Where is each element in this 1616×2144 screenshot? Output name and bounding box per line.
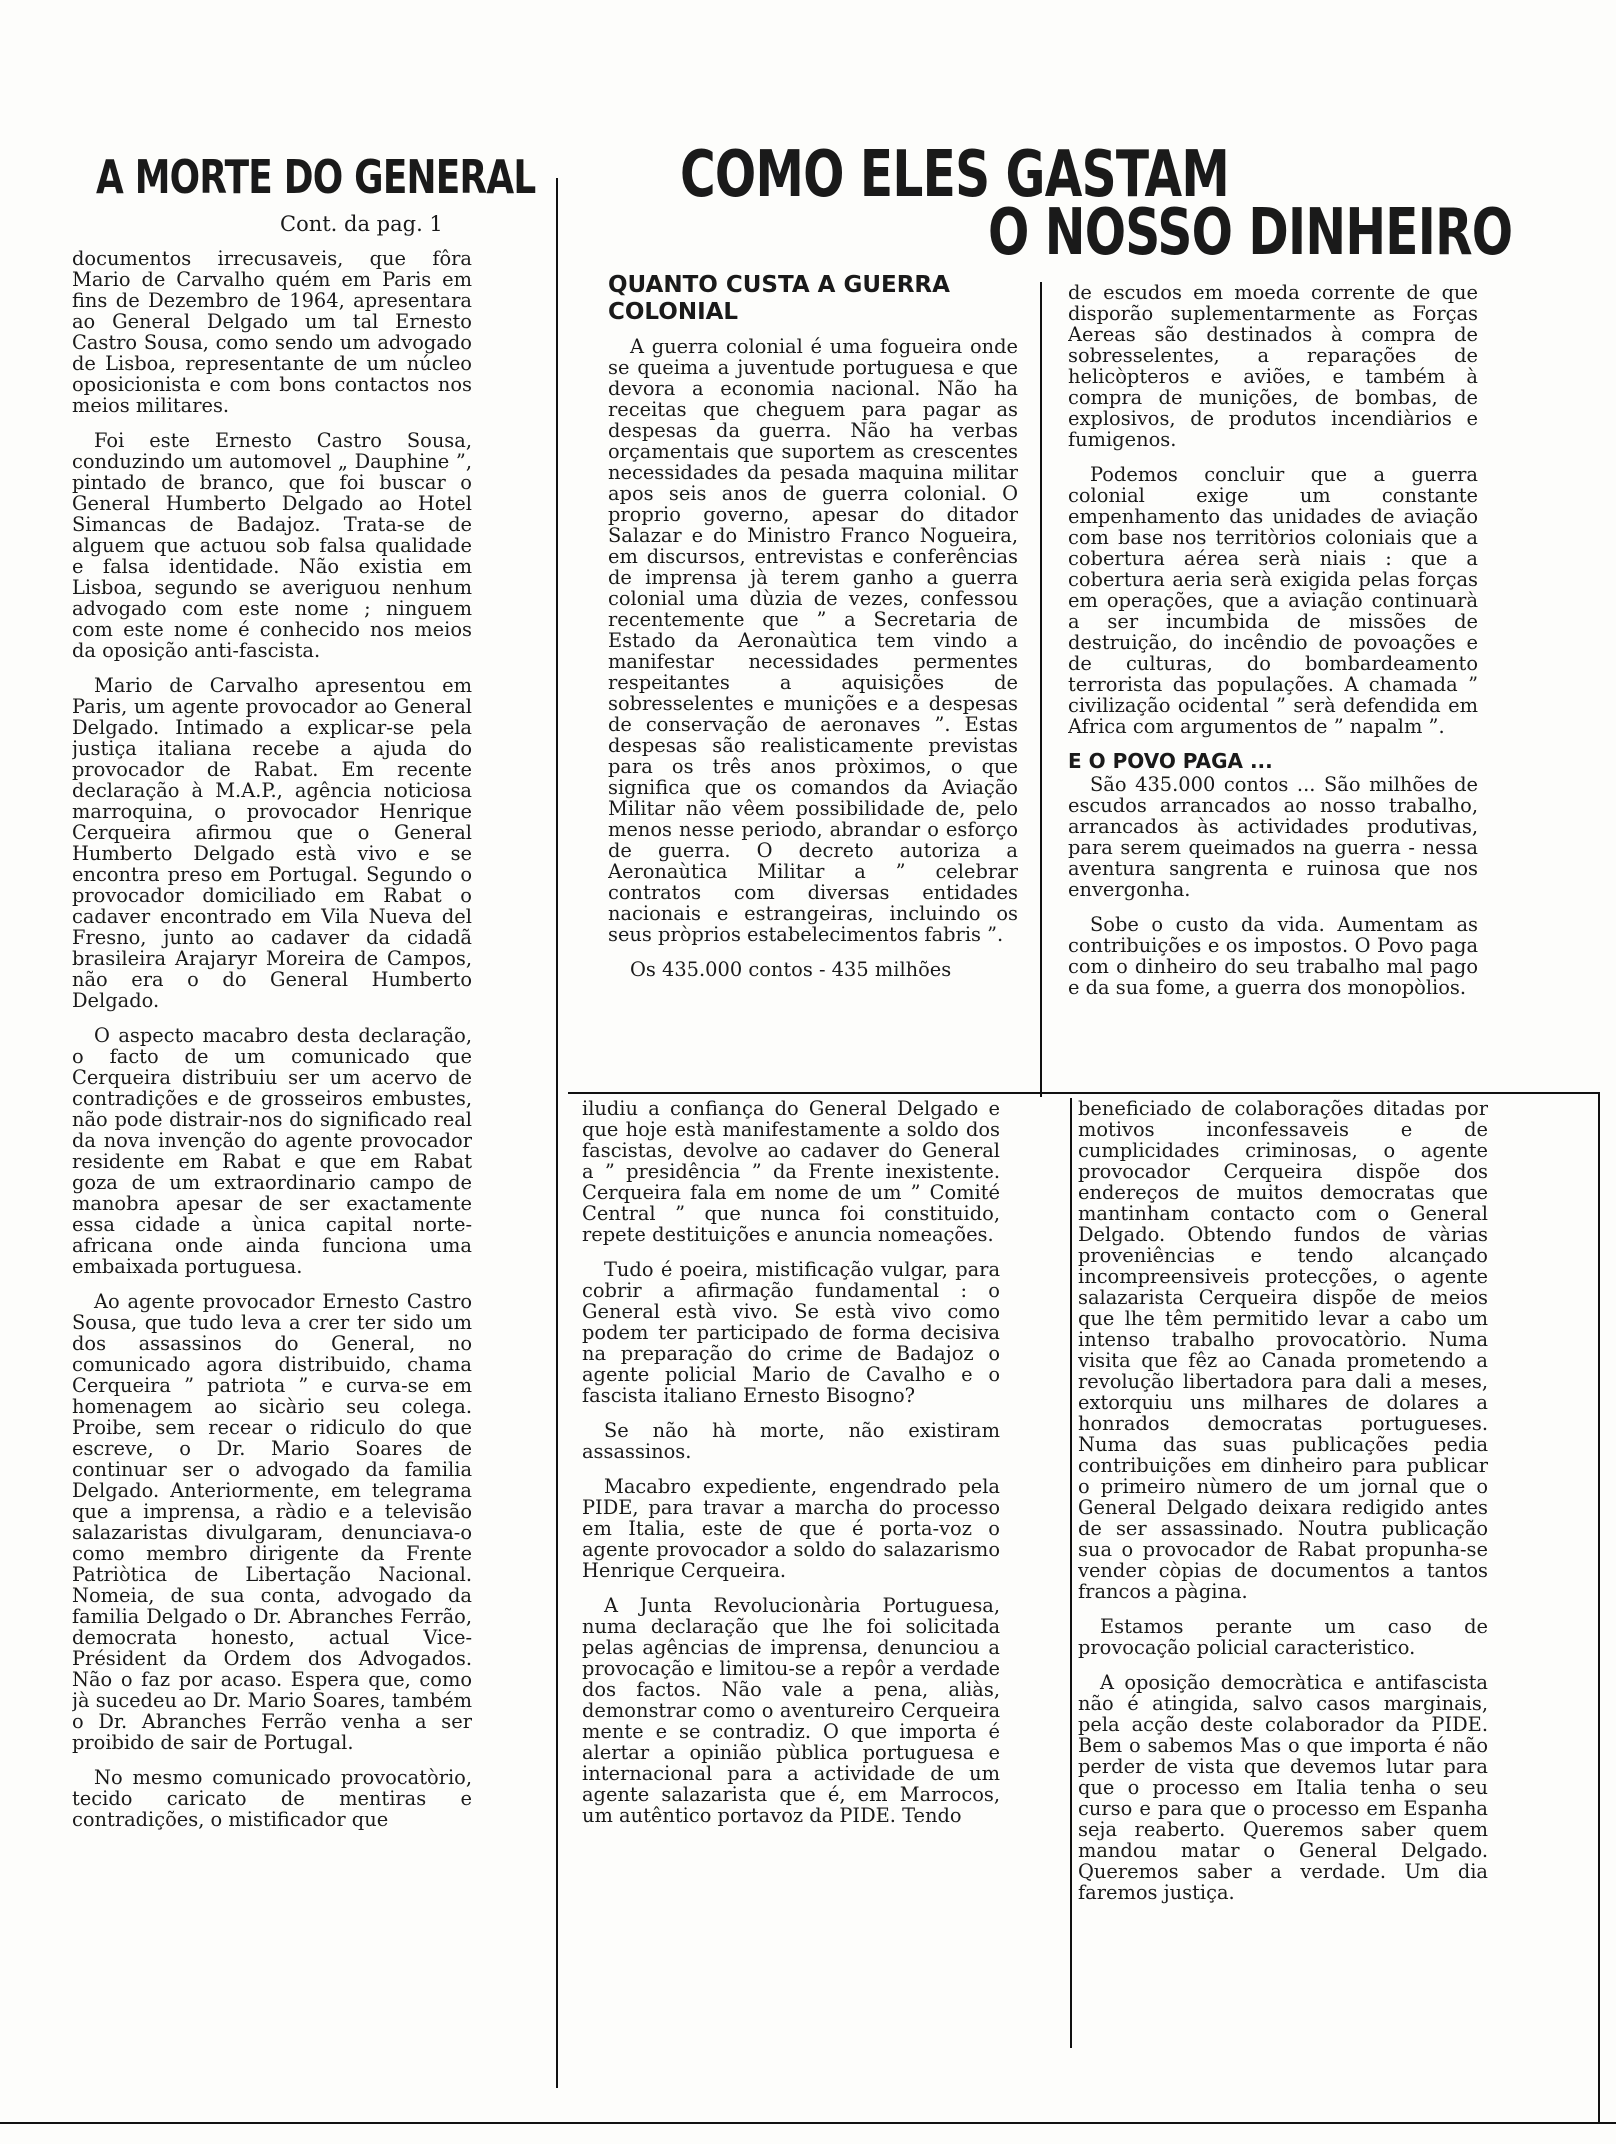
paragraph: São 435.000 contos ... São milhões de escudos arrancados ao nosso trabalho, arrancados às actividades produtivas, para serem queimados na guerra - nessa aventura sangrenta e ruinosa que nos envergonha. <box>1068 773 1478 901</box>
paragraph: iludiu a confiança do General Delgado e que hoje està manifestamente a soldo dos fascistas, devolve ao cadaver do General a ” presidência ” da Frente inexistente. Cerqueira fala em nome de um ” Comité Central ” que nunca foi constituido, repete destituições e anuncia nomeações. <box>582 1098 1000 1246</box>
page-edge-right <box>1598 1092 1600 2122</box>
paragraph: A Junta Revolucionària Portuguesa, numa declaração que lhe foi solicitada pelas agências de imprensa, denunciou a provocação e limitou-se a repôr a verdade dos factos. Não vale a pena, aliàs, demonstrar como o aventureiro Cerqueira mente e se contradiz. O que importa é alertar a opinião pùblica portuguesa e internacional para a actividade de um agente salazarista que é, em Marrocos, um autêntico portavoz da PIDE. Tendo <box>582 1594 1000 1827</box>
paragraph: O aspecto macabro desta declaração, o facto de um comunicado que Cerqueira distribuiu ser um acervo de contradições e de grosseiros embustes, não pode distrair-nos do significado real da nova invenção do agente provocador residente em Rabat e que em Rabat goza de um extraordinario campo de manobra apesar de ser exactamente essa cidade a ùnica capital norte-africana onde ainda funciona uma embaixada portuguesa. <box>72 1024 472 1278</box>
paragraph: documentos irrecusaveis, que fôra Mario de Carvalho quém em Paris em fins de Dezembro de 1964, apresentara ao General Delgado um tal Ernesto Castro Sousa, como sendo um advogado de Lisboa, representante de um núcleo oposicionista e com bons contactos nos meios militares. <box>72 248 472 417</box>
paragraph: de escudos em moeda corrente de que disporão suplementarmente as Forças Aereas são destinados à compra de sobresselentes, a reparações de helicòpteros e aviões, e também à compra de munições, de bombas, de explosivos, de produtos incendiàrios e fumigenos. <box>1068 282 1478 451</box>
paragraph: Tudo é poeira, mistificação vulgar, para cobrir a afirmação fundamental : o General està vivo. Se està vivo como podem ter participado de forma decisiva na preparação do crime de Badajoz o agente policial Mario de Cavalho e o fascista italiano Ernesto Bisogno? <box>582 1258 1000 1407</box>
right-article-title-line1: COMO ELES GASTAM <box>680 138 1230 212</box>
paragraph: beneficiado de colaborações ditadas por motivos inconfessaveis e de cumplicidades criminosas, o agente provocador Cerqueira dispõe dos endereços de muitos democratas que mantinham contacto com o General Delgado. Obtendo fundos de vàrias proveniências e tendo alcançado incompreensiveis protecções, o agente salazarista Cerqueira dispõe de meios que lhe têm permitido levar a cabo um intenso trabalho provocatòrio. Numa visita que fêz ao Canada prometendo a revolução libertadora para dali a meses, extorquiu uns milhares de dolares a honrados democratas portugueses. Numa das suas publicações pedia contribuições em dinheiro para publicar o primeiro nùmero de um jornal que o General Delgado deixara redigido antes de ser assassinado. Noutra publicação sua o provocador de Rabat propunha-se vender còpias de documentos a tantos francos a pàgina. <box>1078 1098 1488 1603</box>
continuation-note: Cont. da pag. 1 <box>280 212 443 236</box>
paragraph: Ao agente provocador Ernesto Castro Sousa, que tudo leva a crer ter sido um dos assassinos do General, no comunicado agora distribuido, chama Cerqueira ” patriota ” e curva-se em homenagem ao sicàrio seu colega. Proibe, sem recear o ridiculo do que escreve, o Dr. Mario Soares de continuar ser o advogado da familia Delgado. Anteriormente, em telegrama que a imprensa, a ràdio e a televisão salazaristas divulgaram, denunciava-o como membro dirigente da Frente Patriòtica de Libertação Nacional. Nomeia, de sua conta, advogado da familia Delgado o Dr. Abranches Ferrão, democrata honesto, actual Vice-Président da Ordem dos Advogados. Não o faz por acaso. Espera que, como jà sucedeu ao Dr. Mario Soares, também o Dr. Abranches Ferrão venha a ser proibido de sair de Portugal. <box>72 1290 472 1754</box>
page-bottom-rule <box>0 2122 1616 2124</box>
right-article-title-line2: O NOSSO DINHEIRO <box>988 196 1513 270</box>
paragraph: Podemos concluir que a guerra colonial exige um constante empenhamento das unidades de aviação com base nos territòrios coloniais que a cobertura aérea serà niais : que a cobertura aeria serà exigida pelas forças em operações, que a aviação continuarà a ser incumbida de missões de destruição, do incêndio de povoações e de culturas, do bombardeamento terrorista das populações. A chamada ” civilização ocidental ” serà defendida em Africa com argumentos de ” napalm ”. <box>1068 463 1478 738</box>
paragraph: Mario de Carvalho apresentou em Paris, um agente provocador ao General Delgado. Intimado a explicar-se pela justiça italiana recebe a ajuda do provocador de Rabat. Em recente declaração à M.A.P., agência noticiosa marroquina, o provocador Henrique Cerqueira afirmou que o General Humberto Delgado està vivo e se encontra preso em Portugal. Segundo o provocador domiciliado em Rabat o cadaver encontrado em Vila Nueva del Fresno, junto ao cadaver da cidadã brasileira Arajaryr Moreira de Campos, não era o do General Humberto Delgado. <box>72 674 472 1012</box>
paragraph: A guerra colonial é uma fogueira onde se queima a juventude portuguesa e que devora a economia nacional. Não ha receitas que cheguem para pagar as despesas da guerra. Não ha verbas orçamentais que suportem as crescentes necessidades da pesada maquina militar apos seis anos de guerra colonial. O proprio governo, apesar do ditador Salazar e do Ministro Franco Nogueira, em discursos, entrevistas e conferências de imprensa jà terem ganho a guerra colonial uma dùzia de vezes, confessou recentemente que ” a Secretaria de Estado da Aeronaùtica tem vindo a manifestar necessidades permentes respeitantes a aquisições de sobresselentes e munições e a despesas de conservação de aeronaves ”. Estas despesas são realisticamente previstas para os três anos pròximos, o que significa que os comandos da Aviação Militar não vêem possibilidade de, pelo menos nesse periodo, abrandar o esforço de guerra. O decreto autoriza a Aeronaùtica Militar a ” celebrar contratos com diversas entidades nacionais e estrangeiras, incluindo os seus pròprios estabelecimentos fabris ”. <box>608 335 1018 946</box>
right-article-column-2 <box>1068 282 1478 1087</box>
paragraph: Os 435.000 contos - 435 milhões <box>630 958 952 981</box>
subhead-povo-paga: E O POVO PAGA ... <box>1068 749 1273 773</box>
paragraph: Sobe o custo da vida. Aumentam as contribuições e os impostos. O Povo paga com o dinheiro do seu trabalho mal pago e da sua fome, a guerra dos monopòlios. <box>1068 913 1478 999</box>
left-article-column <box>72 248 472 2008</box>
column-divider-left <box>556 178 558 2088</box>
right-article-subtitle: QUANTO CUSTA A GUERRA COLONIAL <box>608 272 950 325</box>
lower-middle-column <box>582 1098 1000 2048</box>
paragraph: Se não hà morte, não existiram assassinos. <box>582 1419 1000 1463</box>
paragraph: A oposição democràtica e antifascista não é atingida, salvo casos marginais, pela acção deste colaborador da PIDE. Bem o sabemos Mas o que importa é não perder de vista que devemos lutar para que o processo em Italia tenha o seu curso e para que o processo em Espanha seja reaberto. Queremos saber quem mandou matar o General Delgado. Queremos saber a verdade. Um dia faremos justiça. <box>1078 1671 1488 1904</box>
paragraph: Foi este Ernesto Castro Sousa, conduzindo um automovel „ Dauphine ”, pintado de branco, que foi buscar o General Humberto Delgado ao Hotel Simancas de Badajoz. Trata-se de alguem que actuou sob falsa qualidade e falsa identidade. Não existia em Lisboa, segundo se averiguou nenhum advogado com este nome ; ninguem com este nome é conhecido nos meios da oposição anti-fascista. <box>72 429 472 662</box>
right-article-column-1 <box>608 272 1018 1087</box>
left-article-title: A MORTE DO GENERAL <box>96 150 536 204</box>
paragraph: No mesmo comunicado provocatòrio, tecido caricato de mentiras e contradições, o mistificador que <box>72 1766 472 1831</box>
column-divider-right-lower <box>1070 1098 1072 2048</box>
horizontal-rule-mid <box>568 1092 1598 1094</box>
column-divider-right-upper <box>1040 282 1042 1097</box>
lower-right-column <box>1078 1098 1488 2048</box>
paragraph: Estamos perante um caso de provocação policial caracteristico. <box>1078 1615 1488 1659</box>
paragraph: Macabro expediente, engendrado pela PIDE, para travar a marcha do processo em Italia, este de que é porta-voz o agente provocador a soldo do salazarismo Henrique Cerqueira. <box>582 1475 1000 1582</box>
